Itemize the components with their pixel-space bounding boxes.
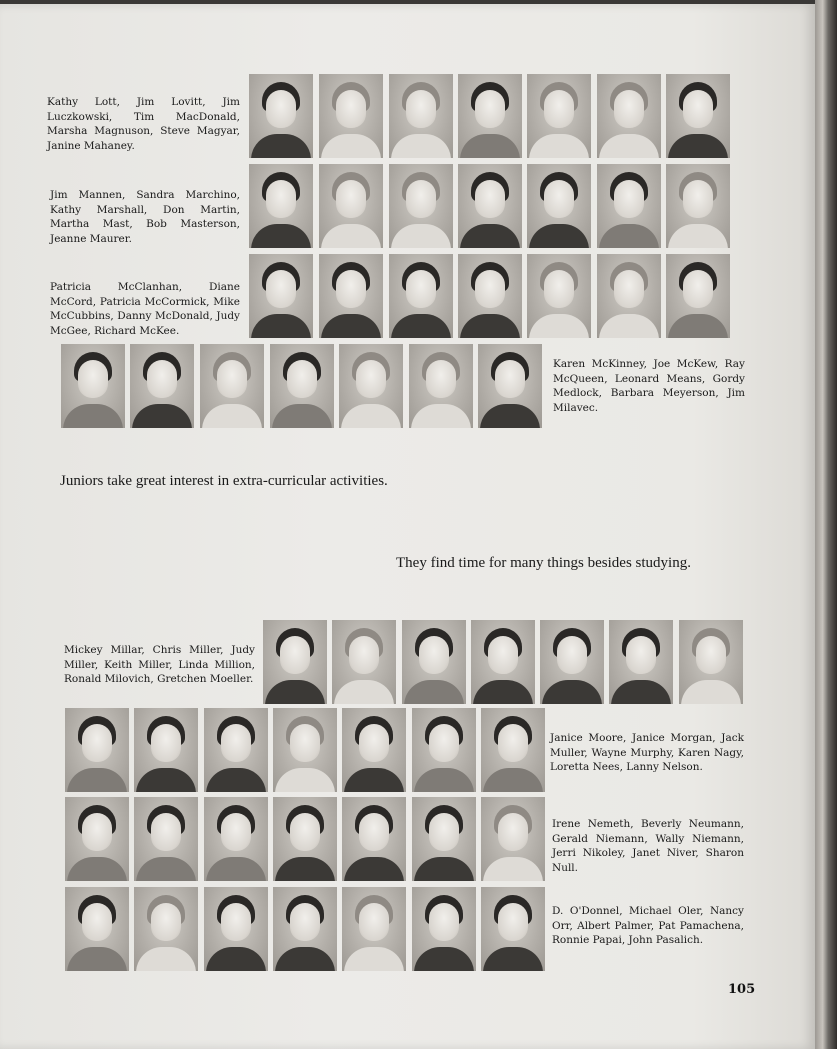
portrait-photo	[666, 164, 730, 248]
portrait-photo	[412, 797, 476, 881]
portrait-photo	[527, 164, 591, 248]
portrait-photo	[458, 74, 522, 158]
portrait-photo	[270, 344, 334, 428]
group-caption-8: D. O'Donnel, Michael Oler, Nancy Orr, Albert Palmer, Pat Pamachena, Ronnie Papai, John Pasalich.	[552, 905, 744, 946]
portrait-photo	[412, 887, 476, 971]
portrait-photo	[134, 887, 198, 971]
portrait-photo	[273, 797, 337, 881]
portrait-photo	[412, 708, 476, 792]
portrait-photo	[471, 620, 535, 704]
portrait-photo	[527, 254, 591, 338]
portrait-photo	[249, 74, 313, 158]
portrait-photo	[342, 708, 406, 792]
portrait-photo	[342, 887, 406, 971]
portrait-photo	[666, 74, 730, 158]
portrait-photo	[273, 708, 337, 792]
group-caption-6: Janice Moore, Janice Morgan, Jack Muller, Wayne Murphy, Karen Nagy, Loretta Nees, Lanny Nelson.	[550, 732, 744, 773]
portrait-photo	[61, 344, 125, 428]
portrait-photo	[458, 254, 522, 338]
portrait-photo	[65, 887, 129, 971]
portrait-photo	[409, 344, 473, 428]
portrait-photo	[481, 887, 545, 971]
portrait-photo	[319, 254, 383, 338]
portrait-photo	[204, 708, 268, 792]
portrait-photo	[342, 797, 406, 881]
portrait-photo	[65, 797, 129, 881]
portrait-photo	[130, 344, 194, 428]
portrait-photo	[134, 797, 198, 881]
portrait-photo	[339, 344, 403, 428]
portrait-photo	[332, 620, 396, 704]
portrait-photo	[273, 887, 337, 971]
portrait-photo	[597, 254, 661, 338]
portrait-photo	[679, 620, 743, 704]
portrait-photo	[527, 74, 591, 158]
portrait-photo	[458, 164, 522, 248]
portrait-photo	[597, 74, 661, 158]
portrait-photo	[609, 620, 673, 704]
portrait-photo	[540, 620, 604, 704]
portrait-photo	[389, 74, 453, 158]
portrait-photo	[597, 164, 661, 248]
portrait-photo	[389, 254, 453, 338]
group-caption-7: Irene Nemeth, Beverly Neumann, Gerald Niemann, Wally Niemann, Jerri Nikoley, Janet Niver, Sharon Null.	[552, 818, 744, 874]
group-caption-3: Patricia McClanhan, Diane McCord, Patricia McCormick, Mike McCubbins, Danny McDonald, Judy McGee, Richard McKee.	[50, 281, 240, 337]
portrait-photo	[200, 344, 264, 428]
portrait-photo	[249, 254, 313, 338]
page-number: 105	[728, 982, 756, 997]
portrait-photo	[319, 74, 383, 158]
portrait-photo	[134, 708, 198, 792]
portrait-photo	[263, 620, 327, 704]
banner-right: They find time for many things besides studying.	[396, 555, 691, 571]
portrait-photo	[402, 620, 466, 704]
portrait-photo	[389, 164, 453, 248]
portrait-photo	[481, 708, 545, 792]
portrait-photo	[478, 344, 542, 428]
portrait-photo	[204, 887, 268, 971]
book-edge	[815, 0, 837, 1049]
group-caption-4: Karen McKinney, Joe McKew, Ray McQueen, Leonard Means, Gordy Medlock, Barbara Meyerson, Jim Milavec.	[553, 358, 745, 414]
portrait-photo	[65, 708, 129, 792]
portrait-photo	[481, 797, 545, 881]
group-caption-5: Mickey Millar, Chris Miller, Judy Miller, Keith Miller, Linda Million, Ronald Milovich, Gretchen Moeller.	[64, 644, 255, 685]
group-caption-1: Kathy Lott, Jim Lovitt, Jim Luczkowski, Tim MacDonald, Marsha Magnuson, Steve Magyar, Janine Mahaney.	[47, 96, 240, 152]
portrait-photo	[666, 254, 730, 338]
portrait-photo	[319, 164, 383, 248]
group-caption-2: Jim Mannen, Sandra Marchino, Kathy Marshall, Don Martin, Martha Mast, Bob Masterson, Jeanne Maurer.	[50, 189, 240, 245]
banner-left: Juniors take great interest in extra-curricular activities.	[60, 473, 388, 489]
portrait-photo	[249, 164, 313, 248]
portrait-photo	[204, 797, 268, 881]
